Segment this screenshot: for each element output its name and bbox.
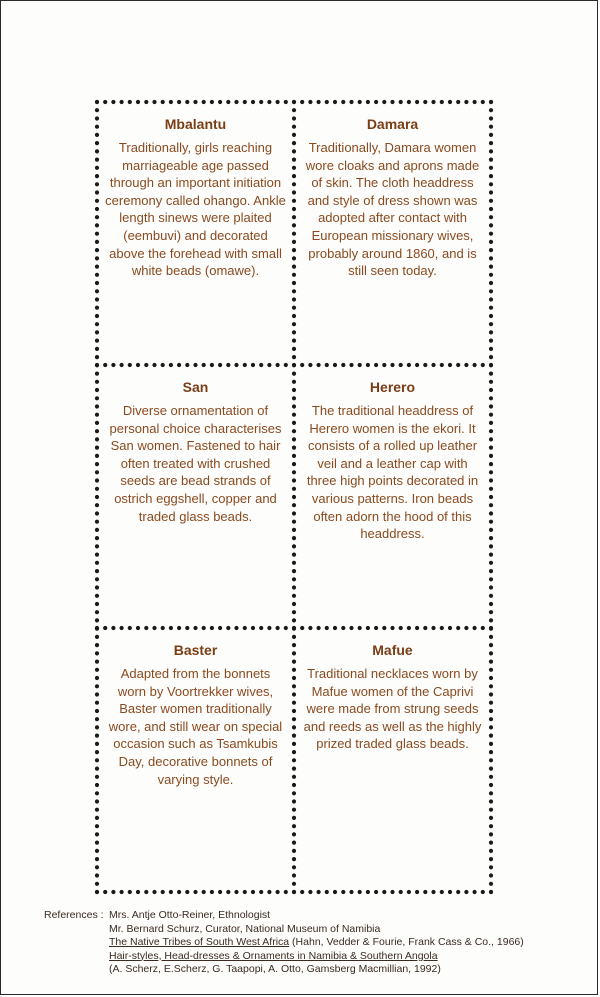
reference-item: Mr. Bernard Schurz, Curator, National Museum of Namibia bbox=[109, 922, 381, 935]
reference-book-details: (Hahn, Vedder & Fourie, Frank Cass & Co., 1966) bbox=[289, 936, 524, 948]
stamp-title: Damara bbox=[366, 116, 419, 132]
stamp-description: Traditionally, girls reaching marriageable age passed through an important initiation ceremony called ohango. Ankle length sinews were plaited (eembuvi) and decorated above the forehead with small white beads (omawe). bbox=[105, 140, 286, 279]
stamp-title: Mafue bbox=[372, 642, 413, 658]
stamp-description: The traditional headdress of Herero women is the ekori. It consists of a rolled up leather veil and a leather cap with three high points decorated in various patterns. Iron beads often adorn the hood of this headdress. bbox=[306, 403, 479, 542]
stamp-title: San bbox=[182, 379, 209, 395]
stamp-description: Adapted from the bonnets worn by Voortrekker wives, Baster women traditionally wore, and still wear on special occasion such as Tsamkubis Day, decorative bonnets of varying style. bbox=[108, 666, 283, 787]
stamp-description: Traditionally, Damara women wore cloaks and aprons made of skin. The cloth headdress and style of dress shown was adopted after contact with European missionary wives, probably around 1860, and is still seen today. bbox=[305, 140, 480, 279]
stamp-grid bbox=[97, 102, 491, 892]
reference-item bbox=[109, 950, 524, 964]
references-list bbox=[109, 909, 524, 977]
reference-book-title: Hair-styles, Head-dresses & Ornaments in Namibia & Southern Angola bbox=[109, 949, 438, 962]
perforation-lines bbox=[97, 102, 491, 892]
reference-item: (A. Scherz, E.Scherz, G. Taapopi, A. Otto, Gamsberg Macmillian, 1992) bbox=[109, 963, 441, 975]
stamp-description: Diverse ornamentation of personal choice characterises San women. Fastened to hair often treated with crushed seeds are bead strands of ostrich eggshell, copper and traded glass beads. bbox=[109, 403, 282, 524]
stamp-title: Mbalantu bbox=[164, 116, 227, 132]
reference-item: Mrs. Antje Otto-Reiner, Ethnologist bbox=[109, 909, 271, 921]
references-label: References : bbox=[44, 909, 104, 921]
reference-item bbox=[109, 936, 524, 950]
stamp-description: Traditional necklaces worn by Mafue women of the Caprivi were made from strung seeds and reeds as well as the highly prized traded glass beads. bbox=[303, 666, 482, 752]
stamp-title: Herero bbox=[369, 379, 416, 395]
stamp-title: Baster bbox=[173, 642, 218, 658]
reference-book-title: The Native Tribes of South West Africa bbox=[109, 936, 290, 948]
